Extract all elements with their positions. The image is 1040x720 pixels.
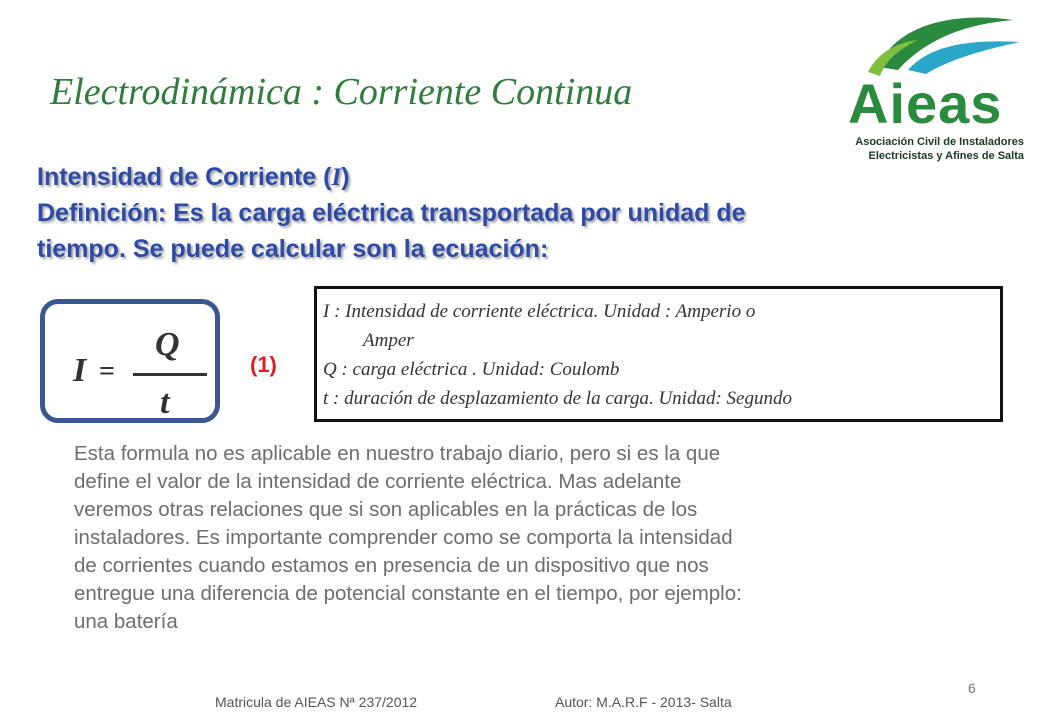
logo-subtitle-line1: Asociación Civil de Instaladores [855,136,1024,148]
paragraph-line: define el valor de la intensidad de corriente eléctrica. Mas adelante [74,470,682,493]
heading-symbol-I: I [331,164,342,191]
heading-line1-suffix: ) [341,163,350,191]
definitions-box [314,286,1003,422]
logo-subtitle-line2: Electricistas y Afines de Salta [868,150,1024,162]
heading-line1 [37,161,350,194]
paragraph-line: veremos otras relaciones que si son aplicables en la prácticas de los [74,498,698,521]
paragraph-line: una batería [74,610,178,633]
definition-t: t : duración de desplazamiento de la carga. Unidad: Segundo [323,388,792,409]
definition-I-continued: Amper [363,330,414,351]
paragraph-line: entregue una diferencia de potencial constante en el tiempo, por ejemplo: [74,582,742,605]
body-paragraph [74,440,974,636]
page-number: 6 [968,680,976,696]
slide-title: Electrodinámica : Corriente Continua [50,71,633,113]
paragraph-line: de corrientes cuando estamos en presencia de un dispositivo que nos [74,554,709,577]
formula-lhs: I [73,352,87,389]
paragraph-line: Esta formula no es aplicable en nuestro trabajo diario, pero si es la que [74,442,721,465]
paragraph-line: instaladores. Es importante comprender como se comporta la intensidad [74,526,733,549]
formula-denominator: t [160,384,170,421]
definition-I: I : Intensidad de corriente eléctrica. Unidad : Amperio o [323,301,756,322]
fraction-bar [133,373,207,376]
equation-number: (1) [250,352,277,377]
formula-numerator: Q [155,326,180,363]
heading-line1-prefix: Intensidad de Corriente ( [37,163,332,191]
heading-line2: Definición: Es la carga eléctrica transportada por unidad de [37,199,746,227]
definition-Q: Q : carga eléctrica . Unidad: Coulomb [323,359,620,380]
formula-equals: = [99,356,115,387]
logo-wordmark: Aieas [848,72,1003,135]
footer-registration: Matricula de AIEAS Nª 237/2012 [215,694,418,710]
footer-author: Autor: M.A.R.F - 2013- Salta [555,694,732,710]
heading-line3: tiempo. Se puede calcular son la ecuación: [37,235,549,263]
formula-box [40,299,220,423]
aieas-logo [838,12,1028,162]
